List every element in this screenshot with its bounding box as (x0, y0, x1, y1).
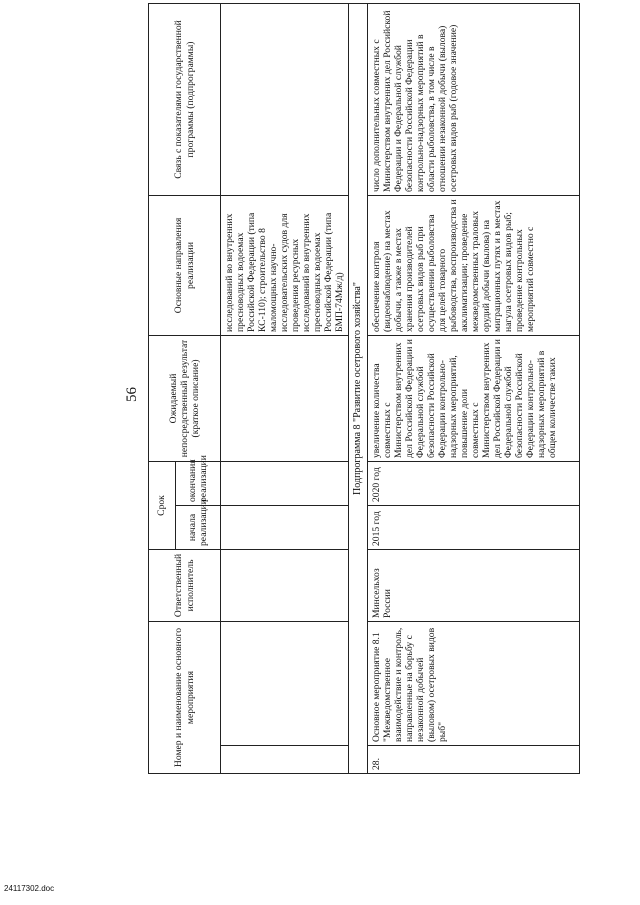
row-name: Основное мероприятие 8.1 "Межведомственное взаимодействие и контроль, направленные на борьбу с незаконной добычей (выловом) осетровых видов рыб" (367, 621, 579, 745)
document-code: 24117302.doc (4, 884, 55, 893)
header-result-label: Ожидаемый непосредственный результат (краткое описание) (167, 339, 202, 458)
header-end-label: окончания реализации (186, 455, 209, 502)
row-start: 2015 год (367, 505, 579, 549)
header-result-cell (149, 335, 221, 461)
header-link-label: Связь с показателями государственной программы (подпрограммы) (173, 20, 196, 179)
header-term-label: Срок (156, 495, 168, 516)
continued-end-cell (221, 461, 349, 505)
header-start-cell (176, 499, 221, 549)
header-link-cell (149, 3, 221, 195)
header-directions-cell (149, 195, 221, 335)
subprogram-title: Подпрограмма 8 "Развитие осетрового хозяйства" (349, 3, 368, 773)
header-term-cell (149, 461, 176, 549)
header-end-cell (176, 455, 221, 505)
continued-number-cell (221, 746, 349, 774)
continued-directions-text: исследований во внутренних пресноводных водоемах Российской Федерации (типа КС-110); строительство 8 маломощных научно-исследовательских судов для проведения ресурсных исследований во внутренних пресноводных водоемах Российской Федерации (типа БМП-74Мж/д) (224, 212, 346, 332)
header-name-label: Номер и наименование основного мероприятия (173, 627, 196, 768)
header-start-label: начала реализации (186, 499, 209, 546)
row-result: увеличение количества совместных с Министерством внутренних дел Российской Федерации и Федеральной службой безопасности Российской Федерации контрольно-надзорных мероприятий, повышение доли совместных с Министерством внутренних дел Российской Федерации и Федеральной службой безопасности Российской Федерации контрольно-надзорных мероприятий в общем количестве таких (367, 335, 579, 461)
table-row (367, 3, 579, 773)
header-executor-cell (149, 549, 221, 621)
row-link: число дополнительных совместных с Министерством внутренних дел Российской Федерации и Федеральной службой безопасности Российской Федерации контрольно-надзорных мероприятий в области рыболовства, в том числе в отношении незаконной добычи (вылова) осетровых видов рыб (годовое значение) (367, 3, 579, 195)
rotated-page (118, 0, 618, 782)
header-name-cell (149, 621, 221, 773)
row-end: 2020 год (367, 461, 579, 505)
continued-name-cell (221, 621, 349, 745)
table-header-row (149, 3, 176, 773)
activities-table (148, 3, 580, 774)
continued-result-cell (221, 335, 349, 461)
continued-executor-cell (221, 549, 349, 621)
header-executor-label: Ответственный исполнитель (173, 553, 196, 618)
header-directions-label: Основные направления реализации (173, 217, 196, 314)
continued-row (221, 3, 349, 773)
continued-directions-cell (221, 195, 349, 335)
subprogram-row (349, 3, 368, 773)
row-executor: Минсельхоз России (367, 549, 579, 621)
row-number: 28. (367, 746, 579, 774)
continued-link-cell (221, 3, 349, 195)
page-number: 56 (124, 387, 140, 402)
continued-start-cell (221, 505, 349, 549)
row-directions: обеспечение контроля (видеонаблюдение) на местах добычи, а также в местах хранения производителей осетровых видов рыб при осуществлении рыболовства для целей товарного рыбоводства, воспроизводства и акклиматизации; проведение межведомственных траловых орудий добычи (вылова) на миграционных путях и в местах нагула осетровых видов рыб; проведение контрольных мероприятий совместно с (367, 195, 579, 335)
